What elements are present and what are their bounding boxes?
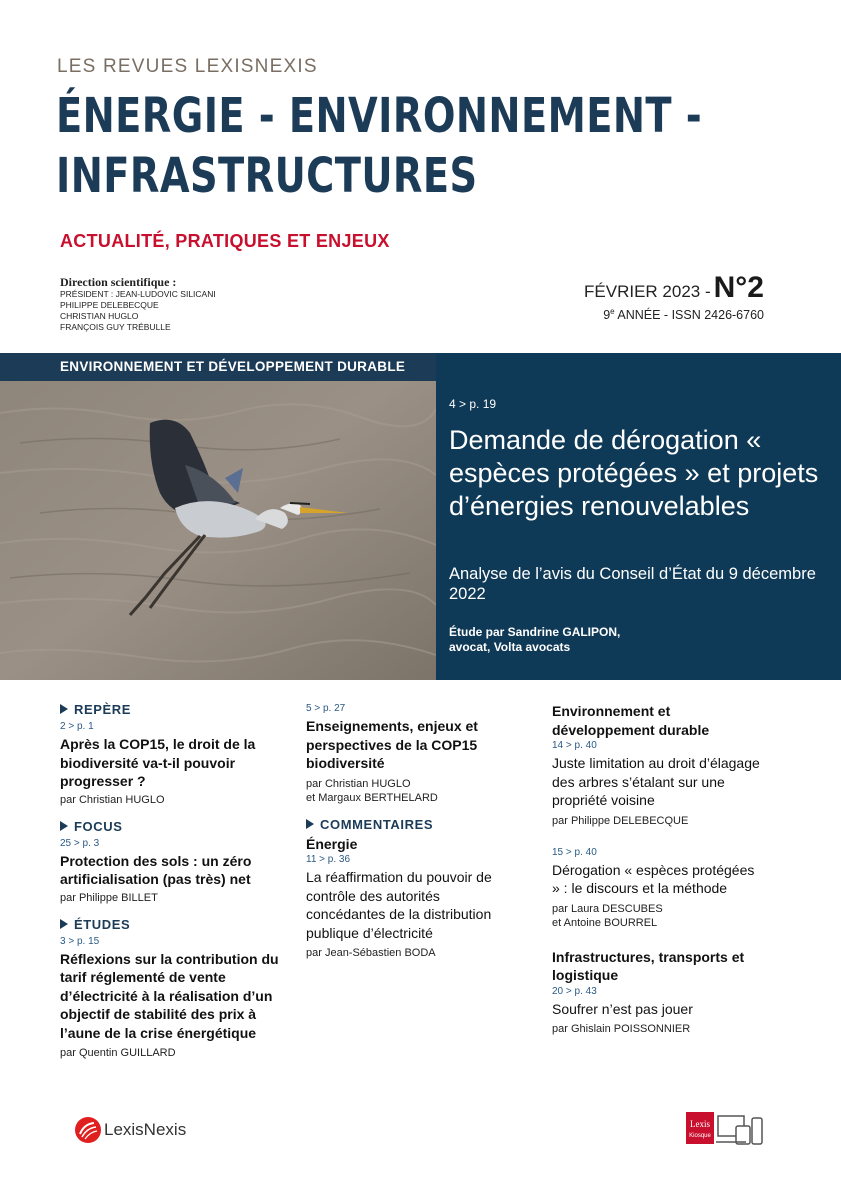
article-byline: par Ghislain POISSONNIER xyxy=(552,1023,691,1035)
article-ref: 3 > p. 15 xyxy=(60,935,100,947)
theme-heading: Environnement et développement durable xyxy=(552,703,710,738)
heron-illustration xyxy=(0,353,436,680)
kiosque-line2: Kiosque xyxy=(689,1133,711,1139)
rubrique-label: REPÈRE xyxy=(74,702,132,717)
theme-heading: Énergie xyxy=(306,835,358,852)
article-ref: 15 > p. 40 xyxy=(552,846,597,858)
feature-headline[interactable]: Demande de dérogation « espèces protégées » et projets d’énergies renouvelables xyxy=(449,425,819,521)
issue-date: FÉVRIER 2023 - xyxy=(584,282,711,301)
journal-subtitle: ACTUALITÉ, PRATIQUES ET ENJEUX xyxy=(60,231,390,251)
direction-member: FRANÇOIS GUY TRÉBULLE xyxy=(60,322,171,332)
column-2 xyxy=(306,702,521,960)
heron-photo xyxy=(0,353,436,680)
triangle-right-icon xyxy=(60,919,68,929)
issue-year-issn xyxy=(584,307,764,322)
feature-panel xyxy=(436,353,841,680)
scientific-direction xyxy=(60,276,216,333)
section-band: ENVIRONNEMENT ET DÉVELOPPEMENT DURABLE xyxy=(0,353,436,381)
column-3 xyxy=(552,702,762,1036)
lexisnexis-logo xyxy=(74,1116,187,1149)
series-name: LES REVUES LEXISNEXIS xyxy=(57,56,318,77)
rubrique-label: FOCUS xyxy=(74,818,123,834)
article-title[interactable]: Après la COP15, le droit de la biodiversité va-t-il pouvoir progresser ? xyxy=(60,736,256,789)
article-byline: et Margaux BERTHELARD xyxy=(306,791,438,804)
lexis-kiosque-icon xyxy=(686,1112,766,1146)
journal-title-line1: ÉNERGIE - ENVIRONNEMENT - xyxy=(56,88,703,144)
issue-year-num: 9 xyxy=(603,308,611,323)
rubrique-label: ÉTUDES xyxy=(74,916,131,932)
issue-year-sup: e xyxy=(610,307,615,316)
feature-ref: 4 > p. 19 xyxy=(449,397,497,411)
article-byline: et Antoine BOURREL xyxy=(552,916,658,929)
publisher-name: LexisNexis xyxy=(104,1120,187,1139)
article-title[interactable]: Protection des sols : un zéro artificialisation (pas très) net xyxy=(60,852,252,887)
feature-analyse: Analyse de l’avis du Conseil d’État du 9 décembre 2022 xyxy=(449,565,816,603)
article-title[interactable]: La réaffirmation du pouvoir de contrôle des autorités concédantes de la distribution publique d’électricité xyxy=(306,869,492,941)
journal-title xyxy=(56,86,703,206)
article-byline: par Philippe DELEBECQUE xyxy=(552,814,689,827)
triangle-right-icon xyxy=(306,819,314,829)
article-ref: 20 > p. 43 xyxy=(552,985,597,997)
direction-member: CHRISTIAN HUGLO xyxy=(60,311,139,321)
article-byline: par Laura DESCUBES xyxy=(552,902,663,915)
theme-heading: Infrastructures, transports et logistique xyxy=(552,948,745,983)
article-title[interactable]: Réflexions sur la contribution du tarif réglementé de vente d’électricité à la réalisation d’un objectif de stabilité des prix à l’aune de la crise énergétique xyxy=(60,950,279,1041)
article-ref: 2 > p. 1 xyxy=(60,721,94,732)
column-1 xyxy=(60,702,285,1060)
article-title[interactable]: Enseignements, enjeux et perspectives de la COP15 biodiversité xyxy=(306,718,478,771)
rubrique-commentaires xyxy=(306,817,521,832)
rubrique-focus xyxy=(60,819,285,834)
direction-member: PRÉSIDENT : JEAN-LUDOVIC SILICANI xyxy=(60,289,216,299)
rubrique-etudes xyxy=(60,917,285,932)
article-byline: par Christian HUGLO xyxy=(306,777,411,790)
direction-member: PHILIPPE DELEBECQUE xyxy=(60,300,159,310)
kiosque-line1: Lexis xyxy=(690,1119,710,1129)
rubrique-repere xyxy=(60,702,285,717)
feature-author-line1: Étude par Sandrine GALIPON, xyxy=(449,625,621,639)
issue-info xyxy=(584,271,764,322)
article-ref: 5 > p. 27 xyxy=(306,703,346,714)
article-title[interactable]: Soufrer n’est pas jouer xyxy=(552,1000,693,1017)
lexisnexis-logo-icon xyxy=(74,1116,102,1144)
triangle-right-icon xyxy=(60,704,68,714)
article-ref: 25 > p. 3 xyxy=(60,837,100,849)
article-byline: par Quentin GUILLARD xyxy=(60,1047,176,1059)
issue-number: N°2 xyxy=(713,271,764,304)
direction-heading: Direction scientifique : xyxy=(60,275,177,289)
journal-title-line2: INFRASTRUCTURES xyxy=(56,148,478,204)
article-ref: 14 > p. 40 xyxy=(552,740,597,751)
article-ref: 11 > p. 36 xyxy=(306,854,351,865)
article-title[interactable]: Juste limitation au droit d’élagage des arbres s’étalant sur une propriété voisine xyxy=(552,755,760,808)
rubrique-label: COMMENTAIRES xyxy=(320,816,434,832)
issue-issn: ANNÉE - ISSN 2426-6760 xyxy=(614,308,764,323)
triangle-right-icon xyxy=(60,821,68,831)
feature-author-line2: avocat, Volta avocats xyxy=(449,640,571,654)
article-byline: par Philippe BILLET xyxy=(60,891,158,904)
article-title[interactable]: Dérogation « espèces protégées » : le discours et la méthode xyxy=(552,861,755,896)
article-byline: par Christian HUGLO xyxy=(60,793,165,806)
article-byline: par Jean-Sébastien BODA xyxy=(306,947,436,959)
lexis-kiosque-logo xyxy=(686,1112,766,1151)
feature-author xyxy=(449,625,819,655)
